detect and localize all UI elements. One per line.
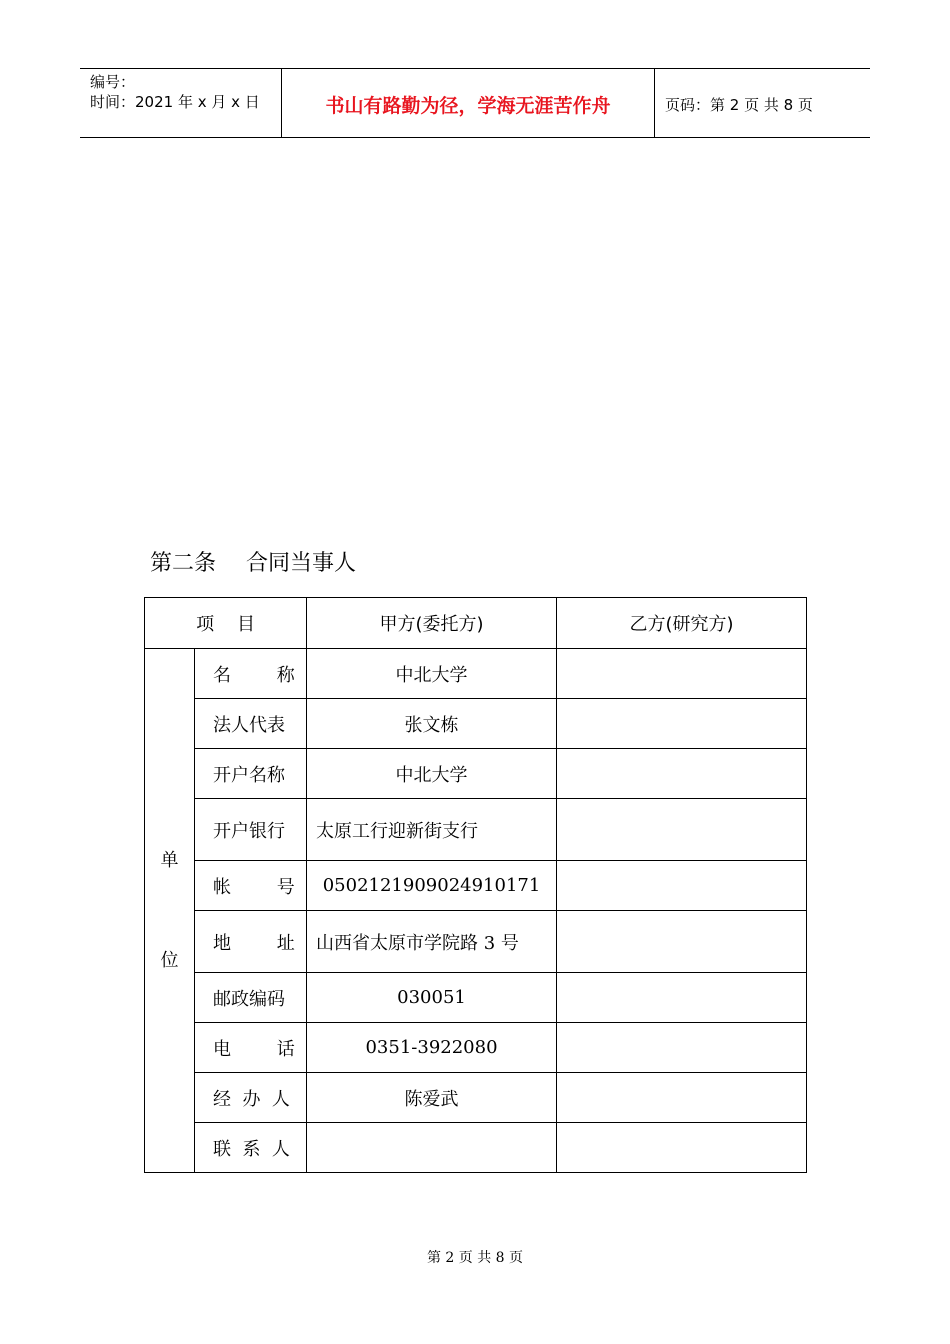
party-a-value: 0502121909024910171 xyxy=(307,861,557,911)
section-title: 合同当事人 xyxy=(246,551,357,576)
header-time-label: 时间：2021 年 x 月 x 日 xyxy=(90,93,260,111)
party-b-value xyxy=(557,911,807,973)
table-row xyxy=(145,1073,807,1123)
party-a-value: 山西省太原市学院路 3 号 xyxy=(307,911,557,973)
row-label: 地 址 xyxy=(195,911,307,973)
unit-group-label xyxy=(145,649,195,1173)
section-number: 第二条 xyxy=(150,551,217,576)
table-row xyxy=(145,973,807,1023)
party-b-value xyxy=(557,749,807,799)
table-row xyxy=(145,749,807,799)
page-header xyxy=(80,68,870,138)
row-label: 开户名称 xyxy=(195,749,307,799)
party-a-value: 张文栋 xyxy=(307,699,557,749)
header-item: 项 目 xyxy=(145,598,307,649)
row-label: 名 称 xyxy=(195,649,307,699)
header-meta-cell xyxy=(80,69,282,137)
header-code-label: 编号： xyxy=(90,73,136,91)
party-a-value: 中北大学 xyxy=(307,749,557,799)
table-row xyxy=(145,861,807,911)
party-a-value: 陈爱武 xyxy=(307,1073,557,1123)
row-label: 经 办 人 xyxy=(195,1073,307,1123)
party-a-value: 太原工行迎新街支行 xyxy=(307,799,557,861)
party-b-value xyxy=(557,649,807,699)
party-a-value: 0351-3922080 xyxy=(307,1023,557,1073)
row-label: 法人代表 xyxy=(195,699,307,749)
party-b-value xyxy=(557,1023,807,1073)
party-a-value: 030051 xyxy=(307,973,557,1023)
party-b-value xyxy=(557,699,807,749)
table-header-row xyxy=(145,598,807,649)
table-row xyxy=(145,1123,807,1173)
table-row xyxy=(145,1023,807,1073)
table-row xyxy=(145,799,807,861)
contract-parties-table xyxy=(144,597,807,1173)
party-a-value: 中北大学 xyxy=(307,649,557,699)
unit-label-char-2: 位 xyxy=(160,949,179,971)
party-b-value xyxy=(557,799,807,861)
page-footer: 第 2 页 共 8 页 xyxy=(426,1250,524,1266)
table-row xyxy=(145,649,807,699)
unit-label-char-1: 单 xyxy=(160,849,179,871)
party-a-value xyxy=(307,1123,557,1173)
party-b-value xyxy=(557,1123,807,1173)
row-label: 帐 号 xyxy=(195,861,307,911)
row-label: 联 系 人 xyxy=(195,1123,307,1173)
party-b-value xyxy=(557,973,807,1023)
row-label: 电 话 xyxy=(195,1023,307,1073)
party-b-value xyxy=(557,861,807,911)
header-page-code: 页码：第 2 页 共 8 页 xyxy=(665,96,813,114)
header-party-b: 乙方(研究方) xyxy=(557,598,807,649)
header-party-a: 甲方(委托方) xyxy=(307,598,557,649)
header-motto-cell xyxy=(282,69,655,137)
row-label: 开户银行 xyxy=(195,799,307,861)
table-row xyxy=(145,911,807,973)
table-row xyxy=(145,699,807,749)
header-motto: 书山有路勤为径，学海无涯苦作舟 xyxy=(325,95,611,117)
header-page-cell xyxy=(655,69,870,137)
section-heading xyxy=(150,546,356,577)
row-label: 邮政编码 xyxy=(195,973,307,1023)
party-b-value xyxy=(557,1073,807,1123)
